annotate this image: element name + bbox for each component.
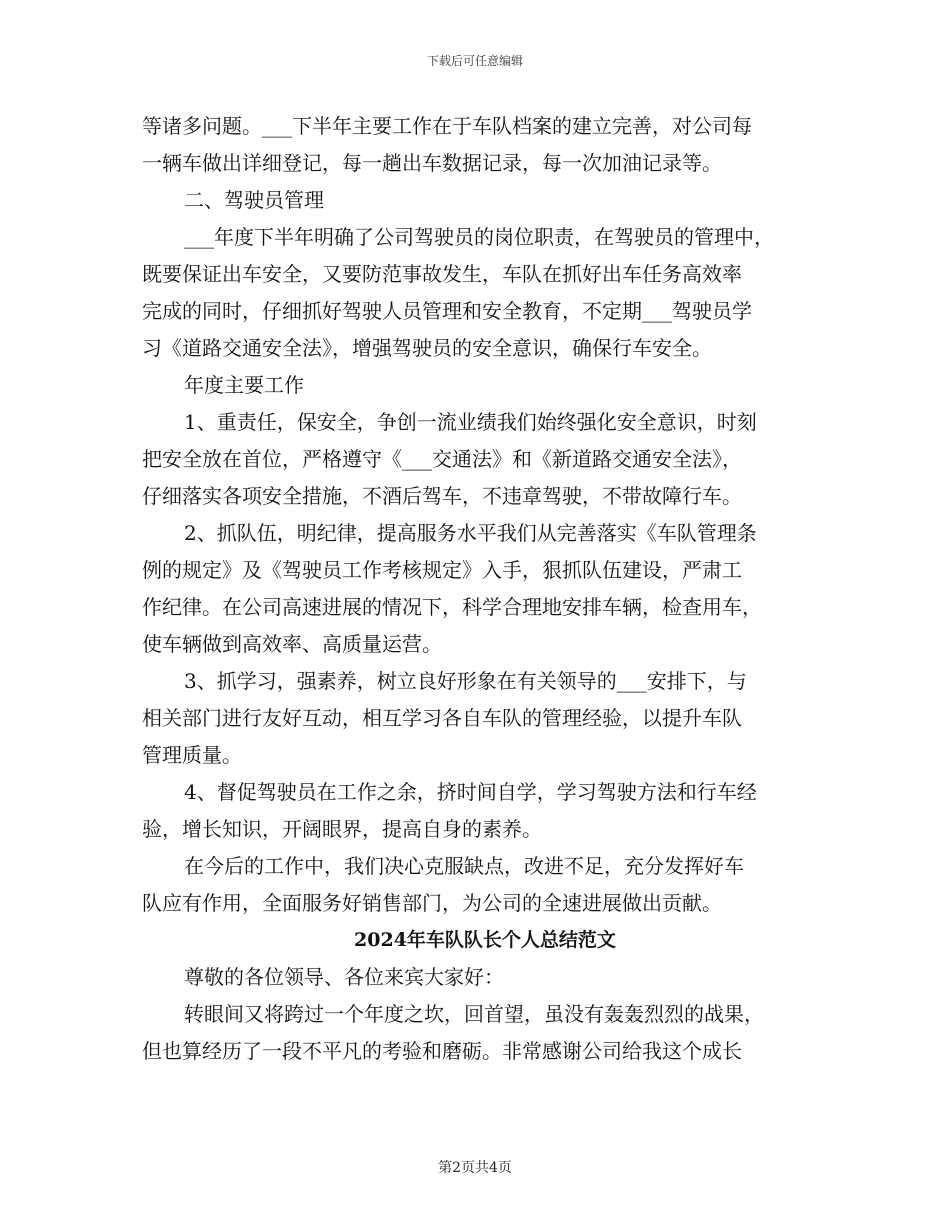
paragraph-line: 例的规定》及《驾驶员工作考核规定》入手，狠抓队伍建设，严肃工 <box>142 558 742 582</box>
paragraph-line: 在今后的工作中，我们决心克服缺点，改进不足，充分发挥好车 <box>184 854 744 878</box>
document-body <box>142 108 822 1070</box>
paragraph-line: 验，增长知识，开阔眼界，提高自身的素养。 <box>142 817 542 841</box>
paragraph-line: 把安全放在首位，严格遵守《___交通法》和《新道路交通安全法》， <box>142 447 742 471</box>
salutation-line: 尊敬的各位领导、各位来宾大家好： <box>184 965 504 989</box>
paragraph-line: 3、抓学习，强素养，树立良好形象在有关领导的___安排下，与 <box>184 669 747 693</box>
paragraph-line: 1、重责任，保安全，争创一流业绩我们始终强化安全意识，时刻 <box>184 410 757 434</box>
paragraph-line: 队应有作用，全面服务好销售部门，为公司的全速进展做出贡献。 <box>142 891 722 915</box>
paragraph-line: 但也算经历了一段不平凡的考验和磨砺。非常感谢公司给我这个成长 <box>142 1039 742 1063</box>
article-title: 2024年车队队长个人总结范文 <box>354 929 616 951</box>
paragraph-line: 等诸多问题。___下半年主要工作在于车队档案的建立完善，对公司每 <box>142 114 752 138</box>
section-heading: 年度主要工作 <box>184 373 304 397</box>
paragraph-line: 转眼间又将跨过一个年度之坎，回首望，虽没有轰轰烈烈的战果， <box>184 1002 764 1026</box>
page-number: 第2页共4页 <box>438 1160 512 1176</box>
paragraph-line: 作纪律。在公司高速进展的情况下，科学合理地安排车辆，检查用车， <box>142 595 762 619</box>
paragraph-line: 使车辆做到高效率、高质量运营。 <box>142 632 442 656</box>
paragraph-line: 相关部门进行友好互动，相互学习各自车队的管理经验，以提升车队 <box>142 706 742 730</box>
paragraph-line: 2、抓队伍，明纪律，提高服务水平我们从完善落实《车队管理条 <box>184 521 757 545</box>
section-heading: 二、驾驶员管理 <box>184 188 324 212</box>
paragraph-line: 4、督促驾驶员在工作之余，挤时间自学，学习驾驶方法和行车经 <box>184 780 757 804</box>
paragraph-line: 习《道路交通安全法》，增强驾驶员的安全意识，确保行车安全。 <box>142 336 712 360</box>
paragraph-line: 仔细落实各项安全措施，不酒后驾车，不违章驾驶，不带故障行车。 <box>142 484 742 508</box>
paragraph-line: 既要保证出车安全，又要防范事故发生，车队在抓好出车任务高效率 <box>142 262 742 286</box>
paragraph-line: ___年度下半年明确了公司驾驶员的岗位职责，在驾驶员的管理中， <box>184 225 774 249</box>
paragraph-line: 完成的同时，仔细抓好驾驶人员管理和安全教育，不定期___驾驶员学 <box>142 299 752 323</box>
paragraph-line: 管理质量。 <box>142 743 242 767</box>
page-header-note: 下载后可任意编辑 <box>426 54 523 68</box>
paragraph-line: 一辆车做出详细登记，每一趟出车数据记录，每一次加油记录等。 <box>142 151 722 175</box>
